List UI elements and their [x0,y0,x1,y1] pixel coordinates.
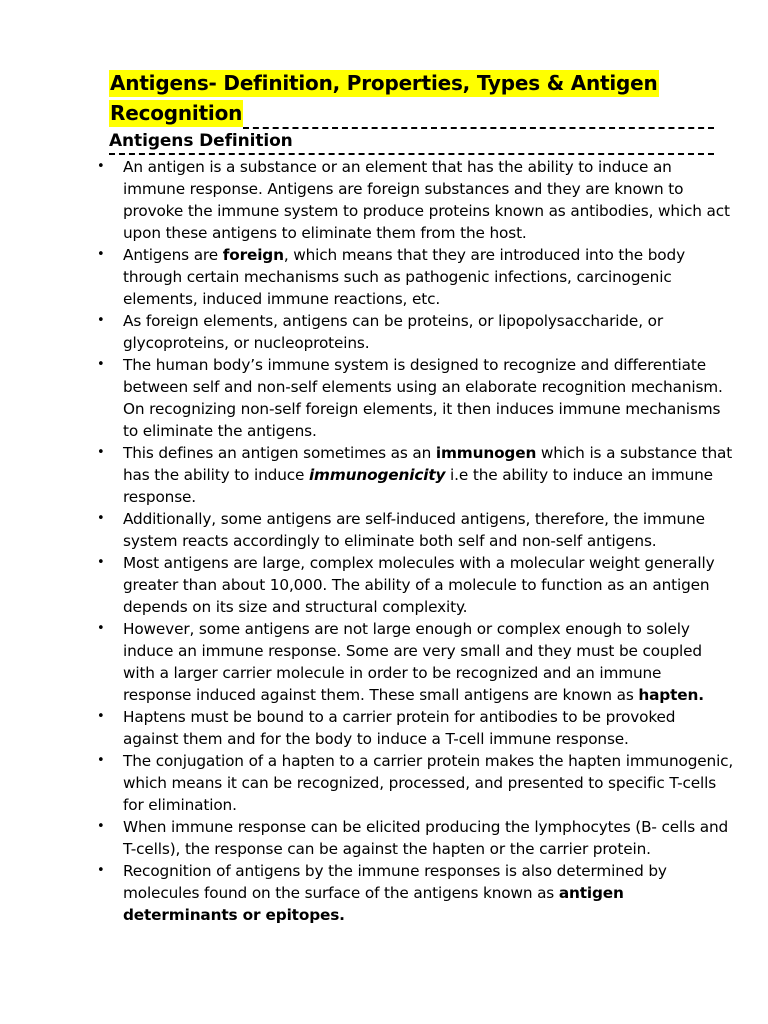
bullet-glyph: • [97,247,105,262]
title-row-2 [109,100,714,130]
text-run: which is a substance that has the ability to induce [123,444,733,484]
list-item [94,860,734,926]
bullet-glyph: • [97,445,105,460]
list-item [94,156,734,244]
list-item-text [123,552,734,618]
list-item-text [123,508,734,552]
list-item-text [123,618,734,706]
emphasized-term: immunogenicity [308,466,446,484]
title-dashed-rule [243,100,714,129]
list-item [94,442,734,508]
list-item [94,310,734,354]
page-title-line-1: Antigens- Definition, Properties, Types & Antigen [110,71,658,95]
text-run: The conjugation of a hapten to a carrier protein makes the hapten immunogenic, which means it can be recognized, processed, and presented to specific T-cells for elimination. [123,752,734,814]
bullet-glyph: • [97,159,105,174]
subheading-dashed-rule [109,130,714,155]
emphasized-term: foreign [222,246,284,264]
text-run: When immune response can be elicited producing the lymphocytes (B- cells and T-cells), the response can be against the hapten or the carrier protein. [123,818,729,858]
list-item-text [123,354,734,442]
text-run: Most antigens are large, complex molecules with a molecular weight generally greater than about 10,000. The ability of a molecule to function as an antigen depends on its size and structural complexity. [123,554,715,616]
emphasized-term: hapten. [638,686,704,704]
list-item-text [123,244,734,310]
text-run: Haptens must be bound to a carrier protein for antibodies to be provoked against them and for the body to induce a T-cell immune response. [123,708,676,748]
text-run: The human body’s immune system is designed to recognize and differentiate between self and non-self elements using an elaborate recognition mechanism. On recognizing non-self foreign elements, it then induces immune mechanisms to eliminate the antigens. [123,356,723,440]
list-item-text [123,706,734,750]
text-run: However, some antigens are not large enough or complex enough to solely induce an immune response. Some are very small and they must be coupled with a larger carrier molecule in order to be recognized and an immune response induced against them. These small antigens are known as [123,620,702,704]
list-item-text [123,816,734,860]
list-item [94,552,734,618]
bullet-glyph: • [97,709,105,724]
title-row-1 [109,70,714,100]
bullet-glyph: • [97,313,105,328]
list-item-text [123,750,734,816]
bullet-glyph: • [97,621,105,636]
list-item-text [123,860,734,926]
list-item [94,706,734,750]
text-run: Recognition of antigens by the immune responses is also determined by molecules found on the surface of the antigens known as [123,862,667,902]
bullet-list [94,156,734,926]
list-item [94,508,734,552]
bullet-glyph: • [97,357,105,372]
text-run: An antigen is a substance or an element that has the ability to induce an immune response. Antigens are foreign substances and they are known to provoke the immune system to produce proteins known as antibodies, which act upon these antigens to eliminate them from the host. [123,158,730,242]
list-item-text [123,442,734,508]
section-heading: Antigens Definition [109,131,293,151]
text-run: Additionally, some antigens are self-induced antigens, therefore, the immune system reacts accordingly to eliminate both self and non-self antigens. [123,510,705,550]
text-run: This defines an antigen sometimes as an [123,444,436,462]
list-item [94,816,734,860]
bullet-glyph: • [97,819,105,834]
bullet-glyph: • [97,511,105,526]
list-item [94,750,734,816]
list-item [94,354,734,442]
subheading-row [109,130,714,154]
bullet-glyph: • [97,753,105,768]
emphasized-term: antigen determinants or epitopes. [123,884,624,924]
title-block [109,70,714,154]
emphasized-term: immunogen [435,444,537,462]
text-run: Antigens are [123,246,223,264]
list-item-text [123,156,734,244]
bullet-glyph: • [97,863,105,878]
bullet-glyph: • [97,555,105,570]
text-run: As foreign elements, antigens can be proteins, or lipopolysaccharide, or glycoproteins, or nucleoproteins. [123,312,663,352]
page-title-line-2: Recognition [110,101,243,125]
list-item [94,618,734,706]
text-run: , which means that they are introduced into the body through certain mechanisms such as pathogenic infections, carcinogenic elements, induced immune reactions, etc. [123,246,685,308]
text-run: i.e the ability to induce an immune response. [123,466,713,506]
list-item [94,244,734,310]
list-item-text [123,310,734,354]
